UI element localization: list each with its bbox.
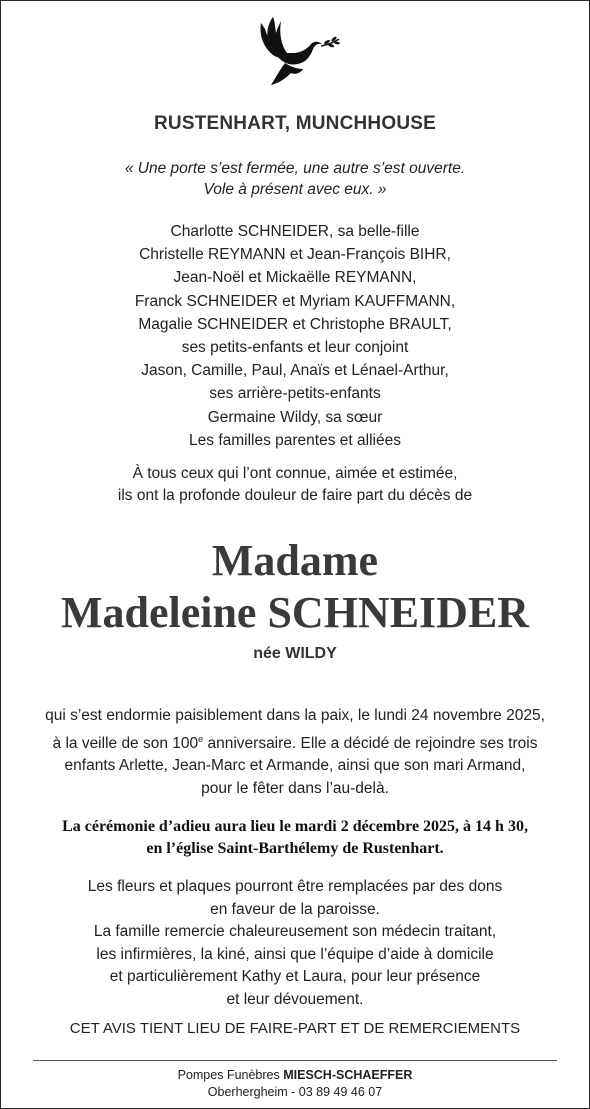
funeral-home-prefix: Pompes Funèbres [177, 1068, 284, 1082]
epitaph-quote [1, 158, 589, 200]
announcement-intro [1, 463, 589, 507]
family-line: Les familles parentes et alliées [189, 431, 401, 449]
deceased-name: Madeleine SCHNEIDER [60, 588, 530, 637]
family-line: Germaine Wildy, sa sœur [207, 408, 383, 426]
details-line: pour le fêter dans l’au-delà. [201, 779, 389, 797]
closing-line: en faveur de la paroisse. [210, 900, 380, 918]
funeral-home-contact: Oberhergheim - 03 89 49 46 07 [207, 1085, 383, 1099]
closing-line: et leur dévouement. [226, 990, 364, 1008]
family-line: Magalie SCHNEIDER et Christophe BRAULT, [138, 315, 452, 333]
intro-line: ils ont la profonde douleur de faire part du décès de [117, 487, 473, 504]
location-heading: RUSTENHART, MUNCHHOUSE [153, 113, 436, 134]
passing-details [1, 705, 589, 800]
divider [33, 1060, 557, 1061]
intro-line: À tous ceux qui l’ont connue, aimée et estimée, [132, 465, 458, 482]
details-line: qui s’est endormie paisiblement dans la paix, le lundi 24 novembre 2025, [45, 707, 545, 724]
notice-statement: CET AVIS TIENT LIEU DE FAIRE-PART ET DE REMERCIEMENTS [69, 1020, 521, 1037]
deceased-name-block [1, 535, 589, 639]
funeral-home-name: MIESCH-SCHAEFFER [283, 1068, 413, 1082]
quote-line: « Une porte s’est fermée, une autre s’est ouverte. [124, 160, 466, 177]
details-text: anniversaire. Elle a décidé de rejoindre ses trois [203, 734, 538, 752]
details-line [1, 728, 589, 756]
family-line: Franck SCHNEIDER et Myriam KAUFFMANN, [134, 292, 456, 310]
family-line: Jason, Camille, Paul, Anaïs et Lénael-Arthur, [141, 362, 449, 380]
family-line: ses petits-enfants et leur conjoint [181, 339, 409, 357]
closing-remarks [1, 876, 589, 1011]
ceremony-line: La cérémonie d’adieu aura lieu le mardi 2 décembre 2025, à 14 h 30, [62, 818, 528, 835]
maiden-name: née WILDY [253, 645, 337, 662]
family-line: ses arrière-petits-enfants [209, 385, 381, 403]
ceremony-line: en l’église Saint-Barthélemy de Rustenhart. [146, 840, 444, 857]
quote-line: Vole à présent avec eux. » [203, 181, 387, 198]
ordinal-suffix: e [198, 733, 204, 744]
closing-line: Les fleurs et plaques pourront être remplacées par des dons [87, 878, 503, 895]
funeral-home [1, 1067, 589, 1101]
family-list [1, 220, 589, 452]
dove-icon [251, 13, 341, 87]
family-line: Charlotte SCHNEIDER, sa belle-fille [170, 223, 420, 240]
family-line: Jean-Noël et Mickaëlle REYMANN, [173, 269, 417, 287]
details-line: enfants Arlette, Jean-Marc et Armande, ainsi que son mari Armand, [64, 757, 526, 774]
details-text: à la veille de son 100 [52, 734, 199, 752]
funeral-home-name-line [1, 1067, 589, 1084]
closing-line: et particulièrement Kathy et Laura, pour leur présence [109, 968, 481, 985]
family-line: Christelle REYMANN et Jean-François BIHR, [139, 246, 451, 264]
ceremony-info [1, 816, 589, 860]
deceased-title: Madame [211, 536, 379, 585]
closing-line: les infirmières, la kiné, ainsi que l’équipe d’aide à domicile [96, 945, 494, 963]
closing-line: La famille remercie chaleureusement son médecin traitant, [93, 923, 497, 940]
